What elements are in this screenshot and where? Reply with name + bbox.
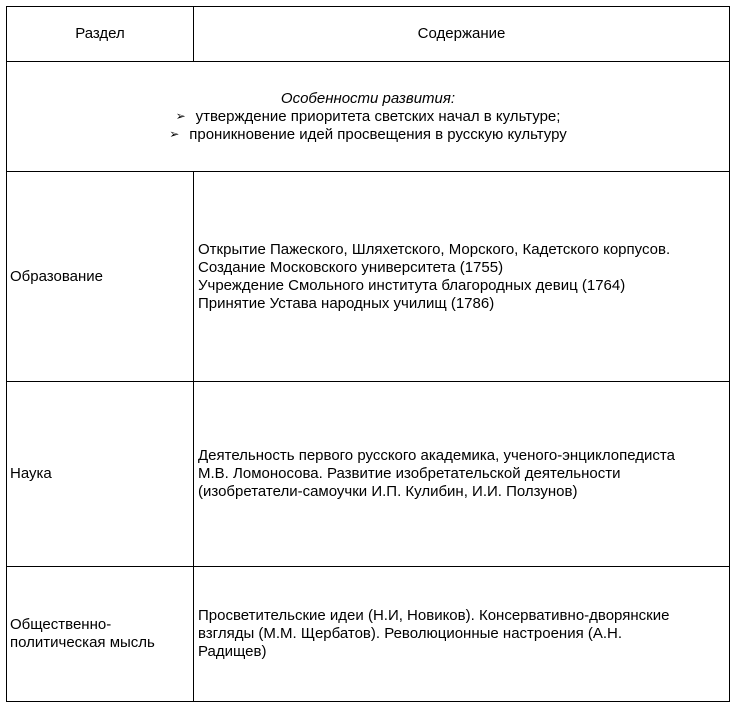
content-cell bbox=[194, 172, 730, 382]
content-line: М.В. Ломоносова. Развитие изобретательской деятельности bbox=[198, 465, 621, 482]
content-line: Открытие Пажеского, Шляхетского, Морского, Кадетского корпусов. bbox=[198, 240, 671, 258]
content-cell bbox=[194, 567, 730, 702]
arrow-bullet-icon: ➢ bbox=[169, 126, 180, 141]
header-row bbox=[7, 7, 730, 62]
arrow-bullet-icon: ➢ bbox=[175, 108, 186, 123]
intro-item bbox=[7, 126, 729, 144]
header-content: Содержание bbox=[194, 7, 730, 62]
content-line: Учреждение Смольного института благородных девиц (1764) bbox=[198, 276, 626, 294]
intro-row bbox=[7, 62, 730, 172]
table-row bbox=[7, 172, 730, 382]
content-line: Просветительские идеи (Н.И, Новиков). Консервативно-дворянские bbox=[198, 607, 670, 624]
section-cell: Образование bbox=[7, 172, 194, 382]
table-row bbox=[7, 382, 730, 567]
content-line: взгляды (М.М. Щербатов). Революционные настроения (А.Н. bbox=[198, 625, 623, 642]
intro-list bbox=[7, 108, 729, 144]
intro-cell bbox=[7, 62, 730, 172]
section-cell bbox=[7, 567, 194, 702]
culture-table bbox=[6, 6, 730, 702]
content-cell bbox=[194, 382, 730, 567]
table-row bbox=[7, 567, 730, 702]
content-line: Принятие Устава народных училищ (1786) bbox=[198, 294, 495, 312]
intro-item bbox=[7, 108, 729, 126]
content-line: (изобретатели-самоучки И.П. Кулибин, И.И. Ползунов) bbox=[198, 483, 578, 500]
content-line: Создание Московского университета (1755) bbox=[198, 258, 504, 276]
intro-heading: Особенности развития: bbox=[280, 89, 456, 107]
intro-item-text: проникновение идей просвещения в русскую культуру bbox=[189, 125, 567, 143]
section-cell: Наука bbox=[7, 382, 194, 567]
intro-item-text: утверждение приоритета светских начал в культуре; bbox=[195, 107, 561, 125]
header-section: Раздел bbox=[7, 7, 194, 62]
section-line: политическая мысль bbox=[10, 634, 155, 651]
content-line: Радищев) bbox=[198, 643, 267, 660]
content-line: Деятельность первого русского академика, ученого-энциклопедиста bbox=[198, 447, 675, 464]
section-line: Общественно- bbox=[10, 616, 112, 633]
